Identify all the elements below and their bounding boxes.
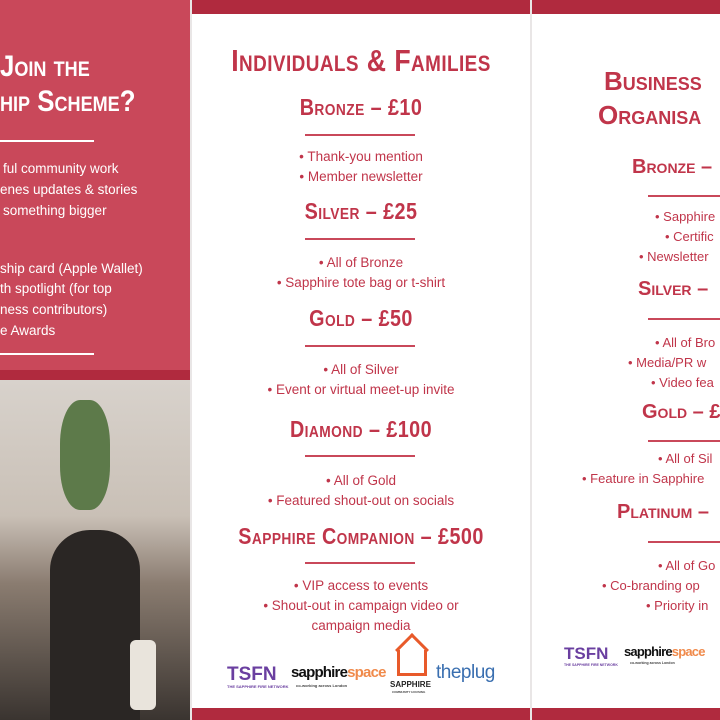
bottom-bar xyxy=(532,708,720,720)
perk: • Featured shout-out on socials xyxy=(267,493,455,508)
perk: • Event or virtual meet-up invite xyxy=(267,382,455,397)
perk: • All of Go xyxy=(658,558,716,573)
tier-title: Platinum – xyxy=(617,501,709,523)
divider xyxy=(305,238,415,240)
top-bar xyxy=(532,0,720,14)
perk: • Sapphire tote bag or t-shirt xyxy=(276,275,446,290)
tsfn-logo-subtitle: THE SAPPHIRE FIRE NETWORK xyxy=(227,684,289,689)
tier-title: Silver – £25 xyxy=(304,198,418,224)
perk: • All of Silver xyxy=(323,362,399,377)
panel-title-line-1: Business xyxy=(604,66,702,96)
tier-title: Gold – £50 xyxy=(309,305,413,331)
perk: • Thank-you mention xyxy=(299,149,423,164)
tier-title: Diamond – £100 xyxy=(289,416,433,442)
logo-text: sapphire xyxy=(624,644,672,659)
perk: • Media/PR w xyxy=(628,355,707,370)
perk: • All of Gold xyxy=(325,473,396,488)
perk: • Sapphire xyxy=(655,209,716,224)
perk: • All of Sil xyxy=(658,451,713,466)
perk: • All of Bronze xyxy=(318,255,404,270)
bottom-bar xyxy=(192,708,530,720)
community-photo xyxy=(0,380,190,720)
benefit: ness contributors) xyxy=(0,302,108,317)
perk: • Shout-out in campaign video or xyxy=(263,598,459,613)
perk: • VIP access to events xyxy=(293,578,429,593)
divider xyxy=(648,318,720,320)
tier-title: Silver – xyxy=(638,278,709,300)
tsfn-logo-subtitle: THE SAPPHIRE FIRE NETWORK xyxy=(564,663,618,667)
panel-title: Individuals & Families xyxy=(231,43,491,78)
tsfn-logo: TSFN xyxy=(564,644,609,663)
person xyxy=(50,530,140,720)
divider xyxy=(305,345,415,347)
perk: • Feature in Sapphire xyxy=(582,471,705,486)
tier-title: Gold – £ xyxy=(642,401,720,423)
divider xyxy=(305,455,415,457)
theplug-logo: theplug xyxy=(436,662,495,683)
benefit: th spotlight (for top xyxy=(0,281,112,296)
perk: campaign media xyxy=(311,618,411,633)
tier-title: Bronze – xyxy=(632,156,713,178)
sapphirespace-logo xyxy=(291,664,386,681)
left-title-line-2: hip Scheme? xyxy=(0,85,136,118)
perk: • Priority in xyxy=(646,598,709,613)
perk: • All of Bro xyxy=(655,335,716,350)
tier-title: Bronze – £10 xyxy=(299,94,423,120)
left-title-line-1: Join the xyxy=(0,50,90,83)
divider xyxy=(648,541,720,543)
sapphire-housing-logo: SAPPHIRE xyxy=(390,680,431,689)
divider xyxy=(305,134,415,136)
divider xyxy=(0,353,94,355)
tsfn-logo: TSFN xyxy=(227,664,277,685)
tier-title: Sapphire Companion – £500 xyxy=(238,523,484,549)
water-bottle xyxy=(130,640,156,710)
sapphirespace-logo xyxy=(624,644,705,659)
business-panel xyxy=(532,0,720,720)
perk: • Member newsletter xyxy=(299,169,423,184)
perk: • Certific xyxy=(665,229,714,244)
benefit: ful community work xyxy=(3,161,119,176)
band xyxy=(0,370,190,380)
perk: • Co-branding op xyxy=(602,578,700,593)
individuals-panel xyxy=(192,0,530,720)
logo-text: sapphire xyxy=(291,664,348,681)
benefit: ship card (Apple Wallet) xyxy=(0,261,143,276)
sapphire-housing-subtitle: COMMUNITY HOUSING xyxy=(392,690,426,694)
benefit: something bigger xyxy=(3,203,107,218)
perk: • Video fea xyxy=(651,375,714,390)
plant xyxy=(60,400,110,510)
panel-title-line-2: Organisa xyxy=(598,100,702,130)
perk: • Newsletter xyxy=(639,249,709,264)
left-panel xyxy=(0,0,190,720)
sapphirespace-subtitle: co-working across London xyxy=(296,683,348,688)
divider xyxy=(0,140,94,142)
logo-text: space xyxy=(347,664,386,681)
divider xyxy=(305,562,415,564)
logo-text: space xyxy=(671,644,705,659)
divider xyxy=(648,195,720,197)
sapphirespace-subtitle: co-working across London xyxy=(630,661,675,665)
top-bar xyxy=(192,0,530,14)
benefit: e Awards xyxy=(0,323,56,338)
benefit: enes updates & stories xyxy=(0,182,138,197)
divider xyxy=(648,440,720,442)
